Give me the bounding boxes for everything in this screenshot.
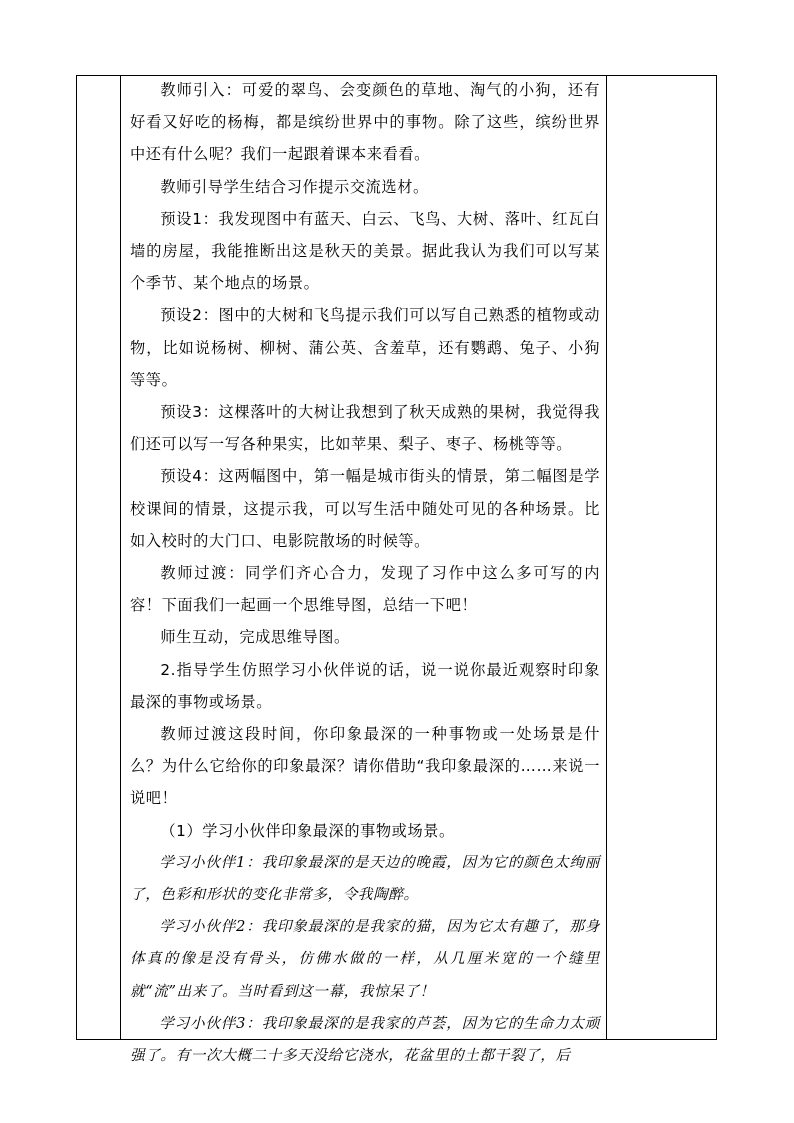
paragraph-partner-1: 学习小伙伴1：我印象最深的是天边的晚霞，因为它的颜色太绚丽了，色彩和形状的变化非常多，令我陶醉。 xyxy=(130,853,600,904)
paragraph-instruction-2: 2.指导学生仿照学习小伙伴说的话，说一说你最近观察时印象最深的事物或场景。 xyxy=(130,660,600,711)
lesson-content-cell xyxy=(130,74,600,1072)
paragraph-preset-3: 预设3：这棵落叶的大树让我想到了秋天成熟的果树，我觉得我们还可以写一写各种果实，比如苹果、梨子、枣子、杨桃等等。 xyxy=(130,403,600,454)
paragraph-preset-4: 预设4：这两幅图中，第一幅是城市街头的情景，第二幅图是学校课间的情景，这提示我，可以写生活中随处可见的各种场景。比如入校时的大门口、电影院散场的时候等。 xyxy=(130,467,600,550)
paragraph-teacher-transition-2: 教师过渡这段时间，你印象最深的一种事物或一处场景是什么？为什么它给你的印象最深？请你借助“我印象最深的……来说一说吧！ xyxy=(130,725,600,808)
paragraph-preset-1: 预设1：我发现图中有蓝天、白云、飞鸟、大树、落叶、红瓦白墙的房屋，我能推断出这是秋天的美景。据此我认为我们可以写某个季节、某个地点的场景。 xyxy=(130,209,600,293)
paragraph-teacher-intro: 教师引入：可爱的翠鸟、会变颜色的草地、淘气的小狗，还有好看又好吃的杨梅，都是缤纷世界中的事物。除了这些，缤纷世界中还有什么呢？我们一起跟着课本来看看。 xyxy=(130,81,600,164)
paragraph-teacher-guide: 教师引导学生结合习作提示交流选材。 xyxy=(160,177,429,196)
table-column-divider-right xyxy=(606,76,607,1039)
paragraph-interaction: 师生互动，完成思维导图。 xyxy=(160,628,350,647)
paragraph-partner-3: 学习小伙伴3：我印象最深的是我家的芦荟，因为它的生命力太顽强了。有一次大概二十多天没给它浇水，花盆里的土都干裂了，后 xyxy=(130,1014,600,1065)
table-column-divider-left xyxy=(120,76,121,1039)
paragraph-preset-2: 预设2：图中的大树和飞鸟提示我们可以写自己熟悉的植物或动物，比如说杨树、柳树、蒲公英、含羞草，还有鹦鹉、兔子、小狗等等。 xyxy=(130,306,600,389)
paragraph-partner-2: 学习小伙伴2：我印象最深的是我家的猫，因为它太有趣了，那身体真的像是没有骨头，仿佛水做的一样，从几厘米宽的一个缝里就“流”出来了。当时看到这一幕，我惊呆了！ xyxy=(130,918,600,1000)
paragraph-teacher-transition: 教师过渡：同学们齐心合力，发现了习作中这么多可写的内容！下面我们一起画一个思维导图，总结一下吧！ xyxy=(130,564,600,615)
paragraph-subheading-1: （1）学习小伙伴印象最深的事物或场景。 xyxy=(160,821,455,840)
